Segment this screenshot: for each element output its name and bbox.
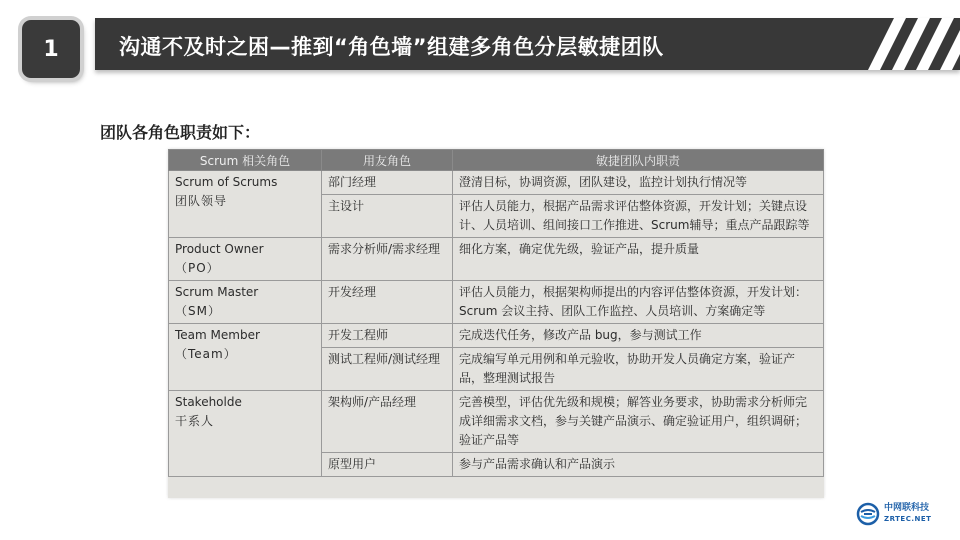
logo-name-en: ZRTEC.NET (884, 515, 932, 523)
duty-cell: 完成迭代任务，修改产品 bug，参与测试工作 (453, 324, 824, 348)
header-scrum-role: Scrum 相关角色 (169, 150, 322, 171)
duty-cell: 完善模型，评估优先级和规模；解答业务要求，协助需求分析师完成详细需求文档，参与关键产品演示、确定验证用户，组织调研；验证产品等 (453, 391, 824, 453)
scrum-role-cell (169, 324, 322, 391)
title-bar (95, 18, 960, 70)
scrum-role-en: Team Member (175, 328, 260, 342)
section-subtitle: 团队各角色职责如下： (100, 123, 261, 142)
scrum-role-cn: 干系人 (175, 414, 215, 428)
table-row (169, 171, 824, 195)
company-role-cell: 开发工程师 (322, 324, 453, 348)
duty-cell: 评估人员能力，根据架构师提出的内容评估整体资源，开发计划：Scrum 会议主持、团队工作监控、人员培训、方案确定等 (453, 281, 824, 324)
duty-cell: 参与产品需求确认和产品演示 (453, 453, 824, 477)
scrum-role-en: Stakeholde (175, 395, 242, 409)
company-role-cell: 测试工程师/测试经理 (322, 348, 453, 391)
duty-cell: 评估人员能力，根据产品需求评估整体资源，开发计划；关键点设计、人员培训、组间接口工作推进、Scrum辅导；重点产品跟踪等 (453, 195, 824, 238)
slide-number: 1 (43, 36, 59, 62)
company-role-cell: 原型用户 (322, 453, 453, 477)
decorative-stripes-icon (850, 18, 960, 70)
header-company-role: 用友角色 (322, 150, 453, 171)
scrum-role-cn: （PO） (175, 261, 220, 275)
slide-number-badge (22, 20, 80, 78)
header-duties: 敏捷团队内职责 (453, 150, 824, 171)
table-row (169, 324, 824, 348)
company-role-cell: 主设计 (322, 195, 453, 238)
company-role-cell: 架构师/产品经理 (322, 391, 453, 453)
company-role-cell: 部门经理 (322, 171, 453, 195)
roles-table-image (168, 149, 824, 498)
table-row (169, 391, 824, 453)
table-row (169, 238, 824, 281)
company-role-cell: 需求分析师/需求经理 (322, 238, 453, 281)
scrum-role-cn: （SM） (175, 304, 221, 318)
scrum-role-cell (169, 391, 322, 477)
scrum-role-cn: 团队领导 (175, 194, 228, 208)
table-header-row (169, 150, 824, 171)
company-logo (856, 500, 948, 528)
scrum-role-en: Product Owner (175, 242, 264, 256)
scrum-role-cell (169, 281, 322, 324)
scrum-role-cell (169, 238, 322, 281)
scrum-role-cell (169, 171, 322, 238)
scrum-role-en: Scrum Master (175, 285, 259, 299)
roles-table (168, 149, 824, 477)
scrum-role-en: Scrum of Scrums (175, 175, 278, 189)
duty-cell: 完成编写单元用例和单元验收，协助开发人员确定方案，验证产品，整理测试报告 (453, 348, 824, 391)
duty-cell: 澄清目标，协调资源，团队建设，监控计划执行情况等 (453, 171, 824, 195)
logo-name-cn: 中网联科技 (884, 503, 930, 513)
table-row (169, 281, 824, 324)
slide-title: 沟通不及时之困—推到“角色墙”组建多角色分层敏捷团队 (119, 35, 664, 59)
company-role-cell: 开发经理 (322, 281, 453, 324)
duty-cell: 细化方案，确定优先级，验证产品，提升质量 (453, 238, 824, 281)
globe-logo-icon (856, 502, 880, 526)
scrum-role-cn: （Team） (175, 347, 237, 361)
